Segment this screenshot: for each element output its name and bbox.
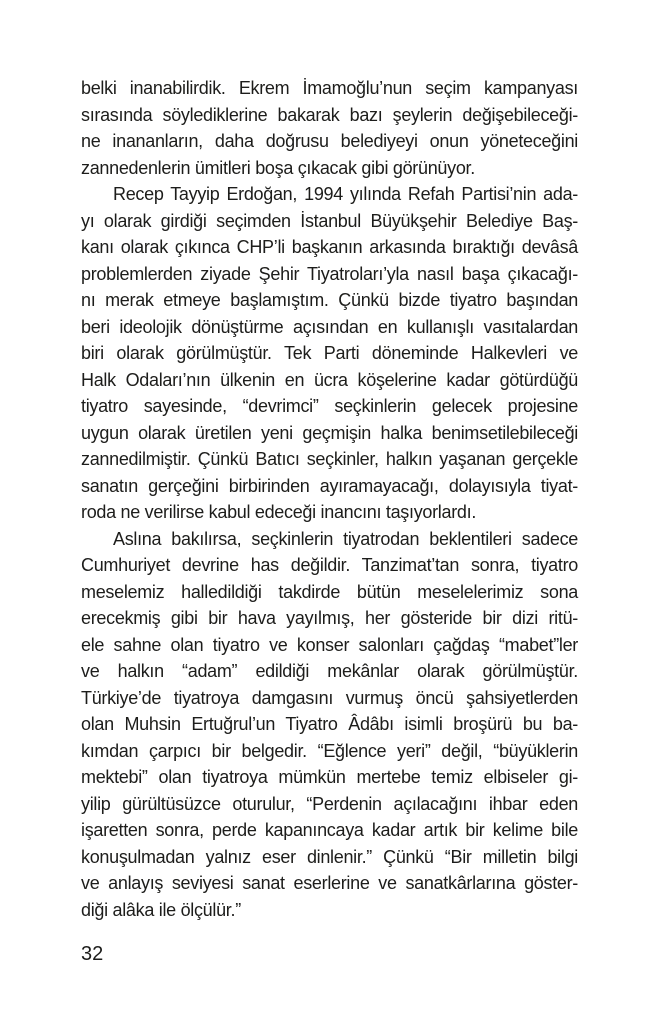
page-text	[81, 75, 578, 923]
text-line: erecekmiş gibi bir hava yayılmış, her gösteride bir dizi ritü-	[81, 608, 578, 628]
text-line: Cumhuriyet devrine has değildir. Tanzimat’tan sonra, tiyatro	[81, 555, 578, 575]
text-line: sırasında söylediklerine bakarak bazı şeylerin değişebileceği-	[81, 104, 578, 125]
text-line: diği alâka ile ölçülür.”	[81, 899, 241, 920]
text-line: ve halkın “adam” edildiği mekânlar olarak görülmüştür.	[81, 661, 578, 681]
text-line: Recep Tayyip Erdoğan, 1994 yılında Refah Partisi’nin ada-	[113, 184, 578, 204]
text-line: belki inanabilirdik. Ekrem İmamoğlu’nun seçim kampanyası	[81, 78, 578, 98]
text-line: uygun olarak üretilen yeni geçmişin halka benimsetilebileceği	[81, 422, 578, 443]
text-line: meselemiz halledildiği takdirde bütün meselelerimiz sona	[81, 581, 578, 602]
text-line: kanı olarak çıkınca CHP’li başkanın arkasında bıraktığı devâsâ	[81, 237, 578, 257]
text-line: problemlerden ziyade Şehir Tiyatroları’yla nasıl başa çıkacağı-	[81, 263, 578, 284]
text-line: ve anlayış seviyesi sanat eserlerine ve sanatkârlarına göster-	[81, 873, 578, 893]
text-line: konuşulmadan yalnız eser dinlenir.” Çünkü “Bir milletin bilgi	[81, 846, 578, 867]
text-line: ele sahne olan tiyatro ve konser salonları çağdaş “mabet”ler	[81, 634, 578, 655]
text-line: ne inananların, daha doğrusu belediyeyi onun yöneteceğini	[81, 131, 578, 151]
text-line: roda ne verilirse kabul edeceği inancını taşıyorlardı.	[81, 502, 477, 522]
text-line: kımdan çarpıcı bir belgedir. “Eğlence yeri” değil, “büyüklerin	[81, 740, 578, 761]
text-line: zannedilmiştir. Çünkü Batıcı seçkinler, halkın yaşanan gerçekle	[81, 449, 578, 469]
text-line: zannedenlerin ümitleri boşa çıkacak gibi görünüyor.	[81, 157, 475, 178]
text-line: beri ideolojik dönüştürme açısından en kullanışlı vasıtalardan	[81, 316, 578, 337]
text-line: nı merak etmeye başlamıştım. Çünkü bizde tiyatro başından	[81, 290, 578, 310]
text-line: olan Muhsin Ertuğrul’un Tiyatro Âdâbı isimli broşürü bu ba-	[81, 714, 578, 734]
text-line: Aslına bakılırsa, seçkinlerin tiyatrodan beklentileri sadece	[113, 528, 578, 549]
text-line: sanatın gerçeğini birbirinden ayıramayacağı, dolayısıyla tiyat-	[81, 475, 578, 496]
text-line: Türkiye’de tiyatroya damgasını vurmuş öncü şahsiyetlerden	[81, 687, 578, 708]
text-line: mektebi” olan tiyatroya mümkün mertebe temiz elbiseler gi-	[81, 767, 578, 787]
text-line: biri olarak görülmüştür. Tek Parti döneminde Halkevleri ve	[81, 343, 578, 363]
page-number: 32	[81, 943, 104, 965]
text-line: Halk Odaları’nın ülkenin en ücra köşelerine kadar götürdüğü	[81, 369, 578, 390]
text-line: işaretten sonra, perde kapanıncaya kadar artık bir kelime bile	[81, 820, 578, 840]
text-line: tiyatro sayesinde, “devrimci” seçkinlerin gelecek projesine	[81, 396, 578, 416]
text-line: yilip gürültüsüzce oturulur, “Perdenin açılacağını ihbar eden	[81, 793, 578, 814]
text-line: yı olarak girdiği seçimden İstanbul Büyükşehir Belediye Baş-	[81, 210, 578, 231]
